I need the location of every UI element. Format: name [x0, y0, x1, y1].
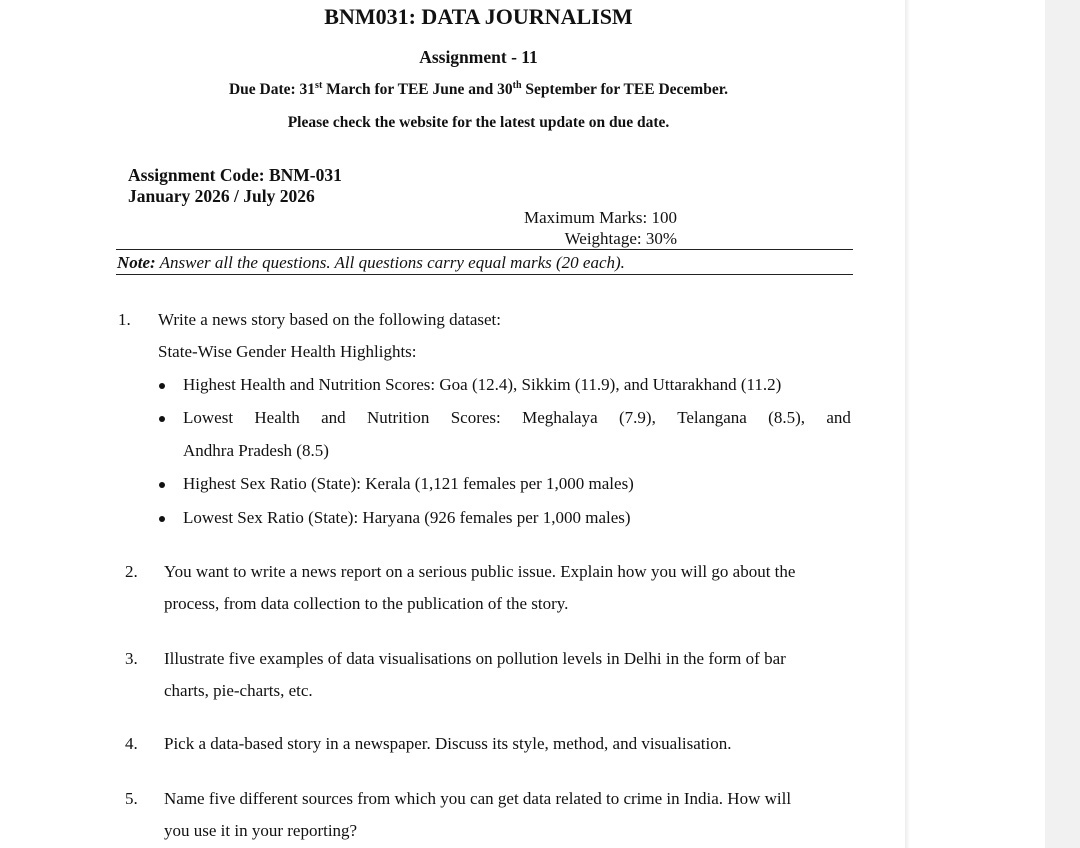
due-date — [0, 81, 957, 99]
divider — [116, 274, 853, 275]
viewer-background — [1045, 0, 1080, 848]
bullet-word: Telangana — [677, 408, 747, 427]
bullet-word: Lowest — [183, 408, 234, 427]
bullet-word: (8.5), — [768, 408, 805, 427]
website-notice: Please check the website for the latest update on due date. — [287, 114, 670, 131]
bullet-icon — [159, 482, 165, 488]
bullet-word: and — [826, 408, 851, 427]
weightage: Weightage: 30% — [564, 229, 677, 248]
bullet-word: Nutrition — [367, 408, 430, 427]
due-date-text: Due Date: 31 — [228, 81, 316, 98]
question-text: Write a news story based on the following dataset: — [158, 310, 502, 329]
bullet-item-continuation: Andhra Pradesh (8.5) — [183, 441, 329, 460]
bullet-word: and — [321, 408, 346, 427]
due-date-text: March for TEE June and 30 — [322, 81, 513, 98]
bullet-icon — [159, 416, 165, 422]
question-number: 1. — [118, 310, 131, 329]
question-text: you use it in your reporting? — [164, 821, 358, 840]
due-date-sup: st — [315, 80, 323, 91]
note-text: Answer all the questions. All questions carry equal marks (20 each). — [155, 253, 625, 272]
divider — [116, 249, 853, 250]
due-date-text: September for TEE December. — [521, 81, 729, 98]
bullet-word: Health — [254, 408, 300, 427]
bullet-icon — [159, 516, 165, 522]
question-text: Pick a data-based story in a newspaper. Discuss its style, method, and visualisation. — [164, 734, 732, 753]
bullet-item: Highest Health and Nutrition Scores: Goa (12.4), Sikkim (11.9), and Uttarakhand (11.2) — [183, 375, 782, 394]
question-number: 4. — [125, 734, 138, 753]
question-text: Name five different sources from which you can get data related to crime in India. How will — [164, 789, 792, 808]
question-text: process, from data collection to the publication of the story. — [164, 594, 569, 613]
bullet-word: (7.9), — [619, 408, 656, 427]
question-text: charts, pie-charts, etc. — [164, 681, 313, 700]
question-number: 5. — [125, 789, 138, 808]
note — [117, 253, 625, 273]
bullet-icon — [159, 383, 165, 389]
bullet-item: Lowest Sex Ratio (State): Haryana (926 females per 1,000 males) — [183, 508, 631, 527]
session: January 2026 / July 2026 — [128, 186, 315, 206]
question-number: 2. — [125, 562, 138, 581]
question-text: You want to write a news report on a serious public issue. Explain how you will go about the — [164, 562, 796, 581]
document-title: BNM031: DATA JOURNALISM — [324, 4, 633, 29]
bullet-word: Scores: — [450, 408, 501, 427]
bullet-word: Meghalaya — [522, 408, 598, 427]
assignment-number: Assignment - 11 — [419, 47, 538, 67]
bullet-item: Highest Sex Ratio (State): Kerala (1,121 females per 1,000 males) — [183, 474, 634, 493]
dataset-heading: State-Wise Gender Health Highlights: — [158, 342, 417, 361]
note-label: Note: — [117, 253, 156, 272]
bullet-item — [183, 408, 851, 428]
question-number: 3. — [125, 649, 138, 668]
maximum-marks: Maximum Marks: 100 — [524, 208, 677, 227]
due-date-sup: th — [512, 80, 522, 91]
question-text: Illustrate five examples of data visualisations on pollution levels in Delhi in the form of bar — [164, 649, 786, 668]
assignment-code: Assignment Code: BNM-031 — [128, 165, 342, 185]
page-edge-shadow — [905, 0, 910, 848]
